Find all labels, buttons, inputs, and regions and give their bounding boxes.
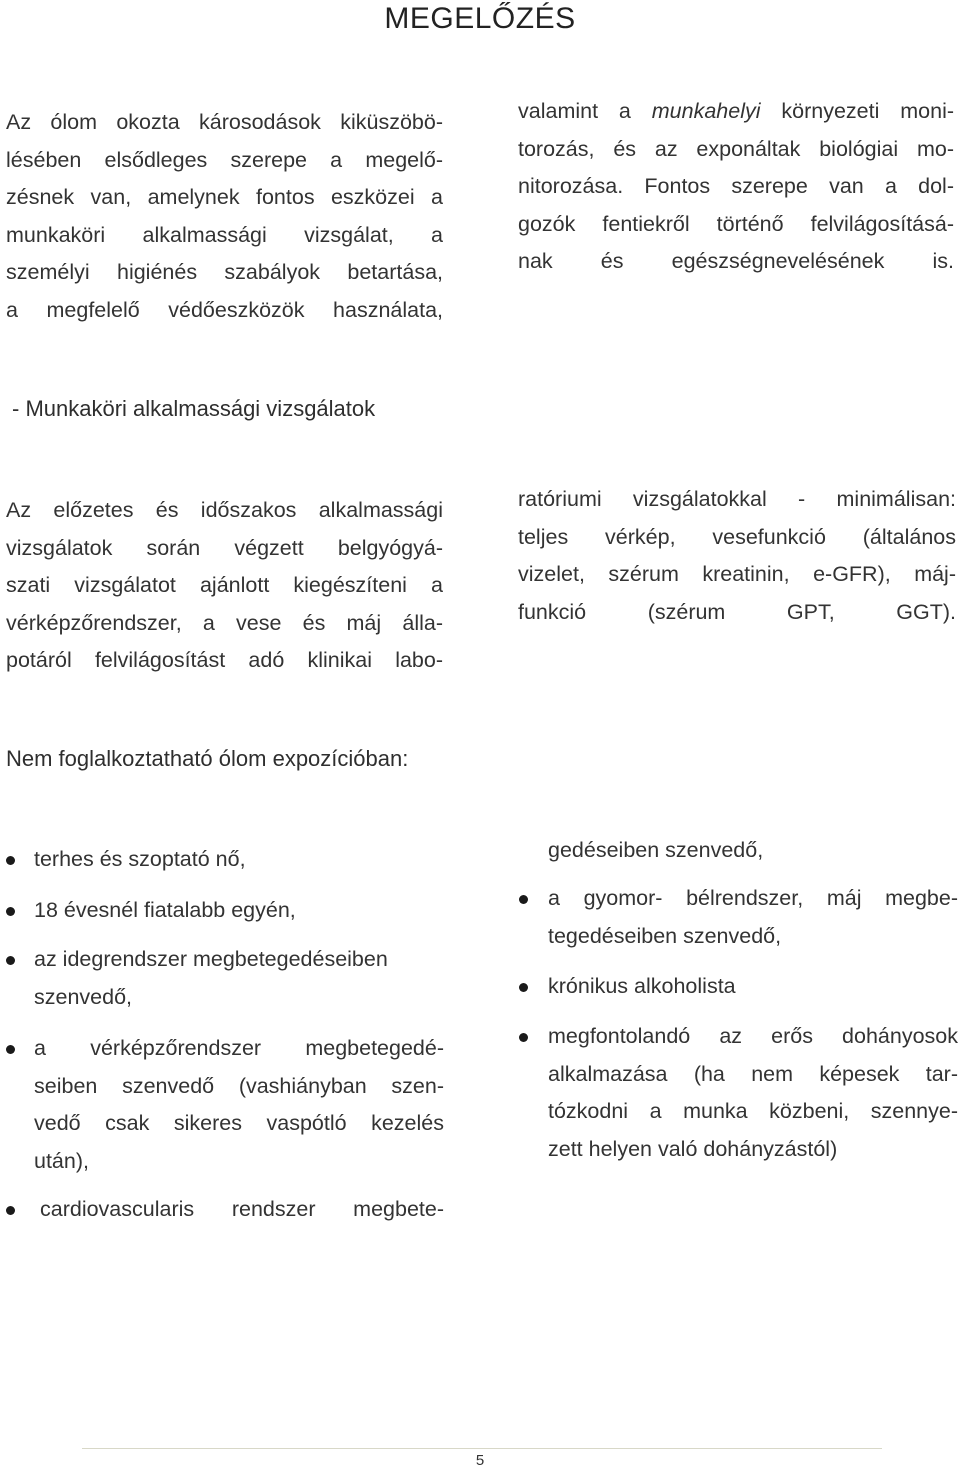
- list-item-line: tegedéseiben szenvedő,: [548, 923, 782, 948]
- bullet-dot-icon: [519, 1033, 528, 1042]
- section1-right-line: funkció (szérum GPT, GGT).: [518, 599, 956, 624]
- section1-left-line: vérképzőrendszer, a vese és máj álla-: [6, 610, 443, 635]
- list-item-line: az idegrendszer megbetegedéseiben: [34, 947, 388, 971]
- list-item: [548, 1018, 958, 1168]
- list-item: [34, 941, 444, 1016]
- text-run: valamint a: [518, 99, 652, 123]
- list-item-line: zett helyen való dohányzástól): [548, 1136, 838, 1161]
- list-item-line: szenvedő,: [34, 984, 133, 1009]
- section1-right-line: ratóriumi vizsgálatokkal - minimálisan:: [518, 487, 956, 511]
- intro-left-line: a megfelelő védőeszközök használata,: [6, 297, 443, 322]
- intro-right-line: gozók fentiekről történő felvilágosításá-: [518, 211, 954, 236]
- intro-right-line: [518, 93, 954, 131]
- intro-left-line: Az ólom okozta károsodások kiküszöbö-: [6, 110, 443, 134]
- intro-right-line: torozás, és az exponáltak biológiai mo-: [518, 136, 954, 161]
- section1-left-column: [6, 492, 443, 680]
- page-number: 5: [475, 1452, 485, 1469]
- list-item: [34, 841, 444, 879]
- text-run: környezeti moni-: [760, 99, 955, 123]
- bullet-dot-icon: [6, 1206, 15, 1215]
- section1-left-line: vizsgálatok során végzett belgyógyá-: [6, 535, 443, 560]
- section1-right-line: vizelet, szérum kreatinin, e-GFR), máj-: [518, 562, 956, 586]
- section1-left-line: Az előzetes és időszakos alkalmassági: [6, 498, 443, 522]
- intro-left-line: lésében elsődleges szerepe a megelő-: [6, 147, 443, 172]
- section-heading-munkakori: - Munkaköri alkalmassági vizsgálatok: [12, 396, 376, 421]
- bullet-dot-icon: [6, 856, 15, 865]
- bullet-dot-icon: [519, 895, 528, 904]
- list-item-line: gedéseiben szenvedő,: [548, 838, 764, 862]
- bullet-dot-icon: [519, 983, 528, 992]
- bullet-dot-icon: [6, 907, 15, 916]
- list-item-line: alkalmazása (ha nem képesek tar-: [548, 1061, 958, 1086]
- list-item-line: tózkodni a munka közbeni, szennye-: [548, 1099, 958, 1123]
- section-heading-nem-foglalkoztathato: Nem foglalkoztatható ólom expozícióban:: [6, 746, 409, 771]
- footer-divider: [82, 1448, 882, 1449]
- italic-run: munkahelyi: [651, 99, 761, 123]
- section1-right-line: teljes vérkép, vesefunkció (általános: [518, 524, 956, 549]
- intro-left-column: [6, 104, 443, 329]
- page-title: MEGELŐZÉS: [384, 2, 576, 35]
- section1-left-line: szati vizsgálatot ajánlott kiegészíteni a: [6, 573, 443, 597]
- list-item: [34, 892, 444, 930]
- list-item-line: a gyomor- bélrendszer, máj megbe-: [548, 886, 958, 910]
- list-item-line: vedő csak sikeres vaspótló kezelés: [34, 1111, 444, 1135]
- bullet-dot-icon: [6, 956, 15, 965]
- intro-right-line: nitorozása. Fontos szerepe van a dol-: [518, 174, 954, 198]
- intro-right-column: [518, 93, 954, 281]
- bullet-dot-icon: [6, 1045, 15, 1054]
- list-item-continuation: [548, 832, 958, 870]
- list-item: [40, 1191, 444, 1229]
- list-item-line: 18 évesnél fiatalabb egyén,: [34, 898, 296, 922]
- intro-left-line: munkaköri alkalmassági vizsgálat, a: [6, 222, 443, 247]
- intro-left-line: zésnek van, amelynek fontos eszközei a: [6, 185, 443, 209]
- list-item-line: terhes és szoptató nő,: [34, 847, 246, 871]
- list-item-line: krónikus alkoholista: [548, 974, 736, 998]
- list-item-line: megfontolandó az erős dohányosok: [548, 1024, 958, 1048]
- list-item: [34, 1030, 444, 1180]
- intro-left-line: személyi higiénés szabályok betartása,: [6, 260, 443, 284]
- list-item-line: seiben szenvedő (vashiányban szen-: [34, 1073, 444, 1098]
- section1-left-line: potáról felvilágosítást adó klinikai labo-: [6, 648, 443, 672]
- list-item-line: után),: [34, 1148, 89, 1173]
- list-item: [548, 880, 958, 955]
- list-item-line: a vérképzőrendszer megbetegedé-: [34, 1036, 444, 1060]
- list-item-line: cardiovascularis rendszer megbete-: [40, 1197, 444, 1221]
- list-item: [548, 968, 958, 1006]
- section1-right-column: [518, 481, 956, 631]
- intro-right-line: nak és egészségnevelésének is.: [518, 249, 954, 273]
